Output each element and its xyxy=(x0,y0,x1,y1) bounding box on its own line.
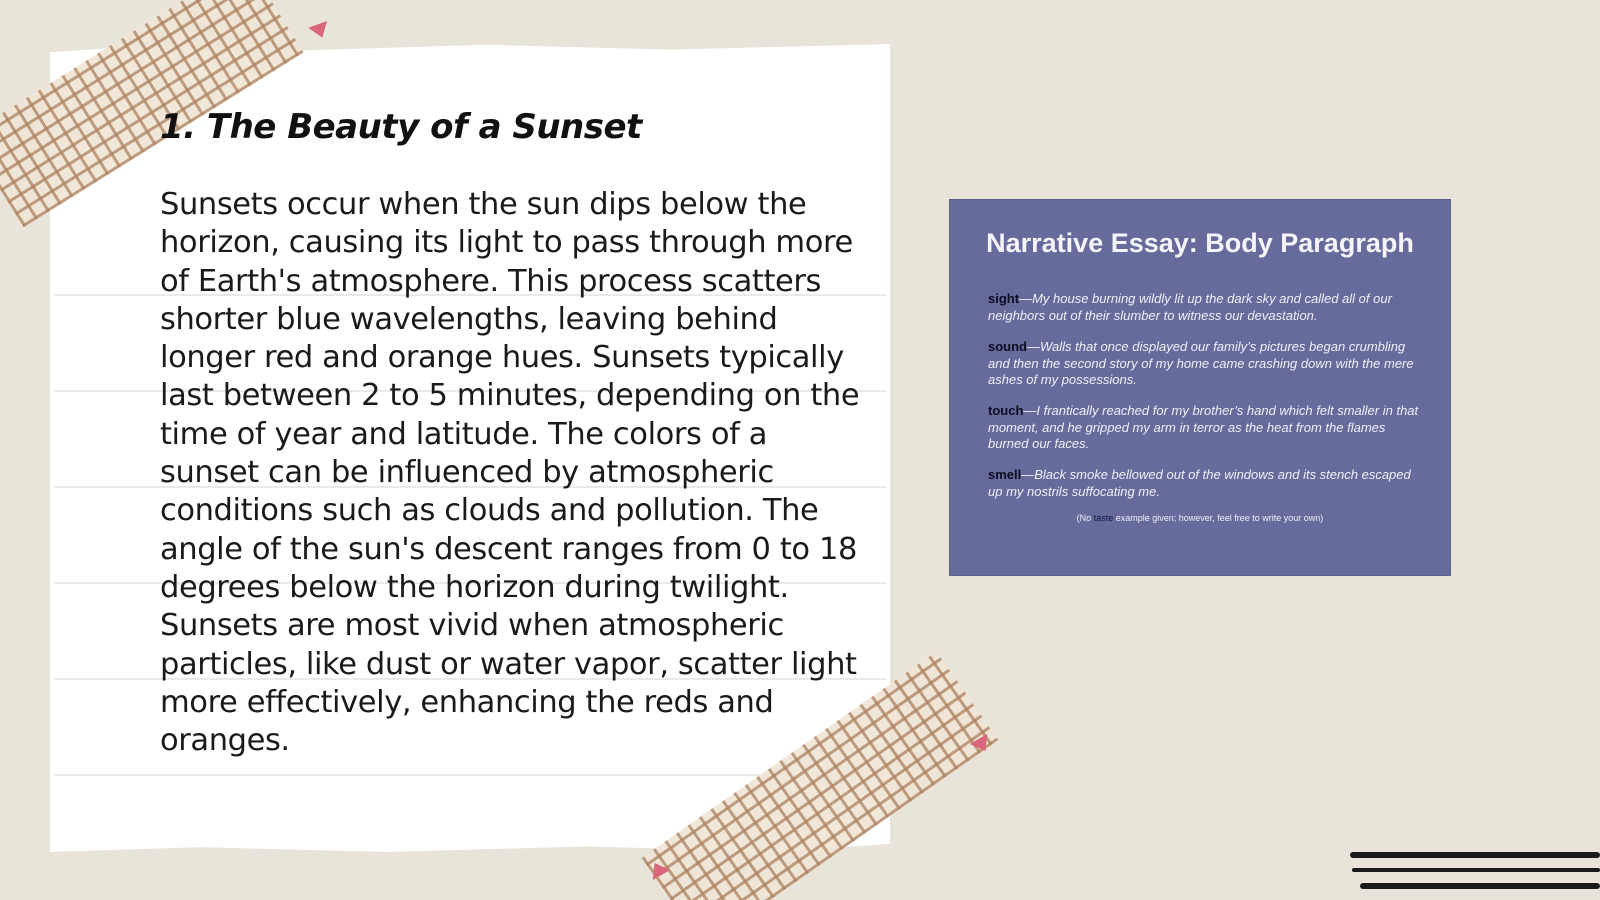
sense-item-touch xyxy=(988,403,1420,453)
sense-item-sight xyxy=(988,291,1420,324)
note-prefix: (No xyxy=(1076,513,1094,523)
embedded-slide-title: Narrative Essay: Body Paragraph xyxy=(986,228,1414,258)
sense-description: —Walls that once displayed our family’s pictures began crumbling and then the second story of my home came crashing down with the mere ashes of my possessions. xyxy=(988,339,1414,387)
sense-label: sight xyxy=(988,291,1020,306)
note-highlight: taste xyxy=(1093,513,1114,523)
note-suffix: example given; however, feel free to write your own) xyxy=(1113,513,1324,523)
brush-stroke-decoration xyxy=(1352,868,1600,872)
brush-stroke-decoration xyxy=(1350,852,1600,858)
sense-item-sound xyxy=(988,339,1420,389)
brush-stroke-decoration xyxy=(1360,883,1600,889)
embedded-slide-image xyxy=(950,200,1450,575)
sense-label: sound xyxy=(988,339,1027,354)
embedded-slide-note xyxy=(950,513,1450,523)
sense-label: smell xyxy=(988,467,1022,482)
sense-description: —Black smoke bellowed out of the windows and its stench escaped up my nostrils suffocating me. xyxy=(988,467,1411,499)
tape-flag-decoration xyxy=(308,21,332,41)
sense-item-smell xyxy=(988,467,1420,500)
body-paragraph: Sunsets occur when the sun dips below the horizon, causing its light to pass through more of Earth's atmosphere. This process scatters shorter blue wavelengths, leaving behind longer red and orange hues. Sunsets typically last between 2 to 5 minutes, depending on the time of year and latitude. The colors of a sunset can be influenced by atmospheric conditions such as clouds and pollution. The angle of the sun's descent ranges from 0 to 18 degrees below the horizon during twilight. Sunsets are most vivid when atmospheric particles, like dust or water vapor, scatter light more effectively, enhancing the reds and oranges. xyxy=(160,187,860,759)
sense-description: —I frantically reached for my brother’s hand which felt smaller in that moment, and he gripped my arm in terror as the heat from the flames burned our faces. xyxy=(988,403,1419,451)
sense-description: —My house burning wildly lit up the dark sky and called all of our neighbors out of their slumber to witness our devastation. xyxy=(988,291,1392,323)
sense-label: touch xyxy=(988,403,1024,418)
section-heading: 1. The Beauty of a Sunset xyxy=(160,107,642,147)
